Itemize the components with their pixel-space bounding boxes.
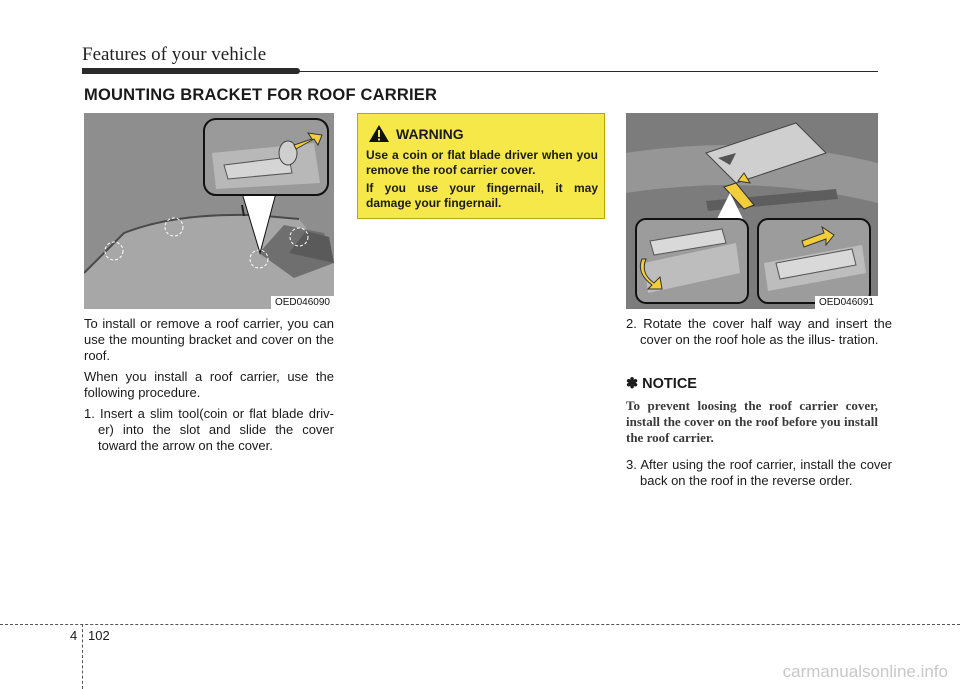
notice-body: To prevent loosing the roof carrier cover, install the cover on the roof before you install the roof carrier.	[626, 398, 878, 445]
figure-roof-car	[84, 113, 334, 309]
watermark: carmanualsonline.info	[782, 662, 948, 681]
notice-title: ✽ NOTICE	[626, 376, 697, 392]
step-1: 1. Insert a slim tool(coin or flat blade driv- er) into the slot and slide the cover toward the arrow on the cover.	[84, 406, 334, 453]
step-2: 2. Rotate the cover half way and insert the cover on the roof hole as the illus- tration.	[626, 316, 892, 347]
header-title: Features of your vehicle	[82, 44, 267, 65]
car-roof-illustration	[84, 113, 334, 309]
footer-divider	[82, 624, 83, 689]
cover-insert-illustration	[626, 113, 878, 309]
section-title: MOUNTING BRACKET FOR ROOF CARRIER	[84, 86, 438, 104]
warning-title: WARNING	[396, 126, 464, 142]
warning-body	[366, 148, 598, 214]
step-3: 3. After using the roof carrier, install the cover back on the roof in the reverse order.	[626, 457, 892, 488]
procedure-paragraph: When you install a roof carrier, use the following procedure.	[84, 369, 334, 400]
page-number: 102	[88, 628, 110, 643]
figure-code-right: OED046091	[815, 296, 878, 309]
warning-line-2: If you use your fingernail, it may damage your fingernail.	[366, 181, 598, 210]
figure-cover-insert	[626, 113, 878, 309]
warning-triangle-icon	[368, 124, 390, 143]
warning-line-1: Use a coin or flat blade driver when you remove the roof carrier cover.	[366, 148, 598, 177]
figure-code-left: OED046090	[271, 296, 334, 309]
left-column-text	[84, 316, 334, 459]
intro-paragraph: To install or remove a roof carrier, you can use the mounting bracket and cover on the roof.	[84, 316, 334, 363]
chapter-number: 4	[70, 628, 78, 643]
header-rule	[82, 71, 878, 72]
warning-box	[357, 113, 605, 219]
footer-rule	[0, 624, 960, 625]
